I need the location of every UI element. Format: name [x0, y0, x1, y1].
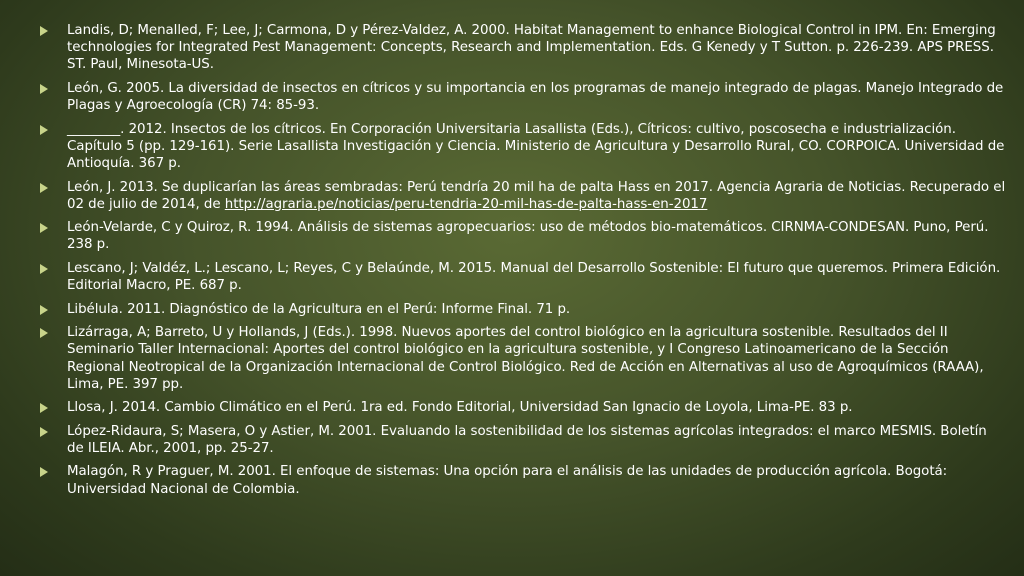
reference-item: [40, 22, 1006, 74]
reference-item: [40, 219, 1006, 253]
triangle-bullet-icon: [40, 264, 48, 274]
reference-text: León, G. 2005. La diversidad de insectos en cítricos y su importancia en los programas de manejo integrado de plagas. Manejo Integrado de Plagas y Agroecología (CR) 74: 85-93.: [67, 80, 1004, 114]
reference-item: [40, 463, 1006, 497]
reference-text: Lizárraga, A; Barreto, U y Hollands, J (Eds.). 1998. Nuevos aportes del control biológico en la agricultura sostenible. Resultados del II Seminario Taller Internacional: Aportes del control biológico en la agricultura sostenible, y I Congreso Latinoamericano de la Sección Regional Neotropical de la Organización Internacional de Control Biológico. Red de Acción en Alternativas al uso de Agroquímicos (RAAA), Lima, PE. 397 pp.: [67, 325, 984, 392]
reference-item: [40, 324, 1006, 393]
reference-item: [40, 121, 1006, 173]
triangle-bullet-icon: [40, 125, 48, 135]
reference-item: [40, 423, 1006, 457]
triangle-bullet-icon: [40, 467, 48, 477]
reference-text: Lescano, J; Valdéz, L.; Lescano, L; Reyes, C y Belaúnde, M. 2015. Manual del Desarrollo Sostenible: El futuro que queremos. Primera Edición. Editorial Macro, PE. 687 p.: [67, 260, 1001, 294]
reference-text: Malagón, R y Praguer, M. 2001. El enfoque de sistemas: Una opción para el análisis de las unidades de producción agrícola. Bogotá: Universidad Nacional de Colombia.: [67, 464, 948, 497]
reference-text: ________. 2012. Insectos de los cítricos. En Corporación Universitaria Lasallista (Eds.), Cítricos: cultivo, poscosecha e industrialización. Capítulo 5 (pp. 129-161). Serie Lasallista Investigación y Ciencia. Ministerio de Agricultura y Desarrollo Rural, CO. CORPOICA. Universidad de Antioquía. 367 p.: [67, 121, 1005, 172]
triangle-bullet-icon: [40, 305, 48, 315]
reference-text: López-Ridaura, S; Masera, O y Astier, M. 2001. Evaluando la sostenibilidad de los sistemas agrícolas integrados: el marco MESMIS. Boletín de ILEIA. Abr., 2001, pp. 25-27.: [67, 423, 987, 456]
triangle-bullet-icon: [40, 427, 48, 437]
reference-list: [40, 22, 1006, 504]
triangle-bullet-icon: [40, 403, 48, 413]
reference-text: Libélula. 2011. Diagnóstico de la Agricultura en el Perú: Informe Final. 71 p.: [67, 301, 571, 317]
reference-text: Llosa, J. 2014. Cambio Climático en el Perú. 1ra ed. Fondo Editorial, Universidad San Ignacio de Loyola, Lima-PE. 83 p.: [67, 400, 853, 416]
triangle-bullet-icon: [40, 223, 48, 233]
reference-item: [40, 301, 1006, 318]
triangle-bullet-icon: [40, 183, 48, 193]
triangle-bullet-icon: [40, 84, 48, 94]
reference-item: [40, 80, 1006, 114]
reference-text: León, J. 2013. Se duplicarían las áreas sembradas: Perú tendría 20 mil ha de palta Hass en 2017. Agencia Agraria de Noticias. Recuperado el 02 de julio de 2014, de: [67, 179, 1006, 212]
triangle-bullet-icon: [40, 328, 48, 338]
triangle-bullet-icon: [40, 26, 48, 36]
reference-item: [40, 260, 1006, 294]
reference-url-link[interactable]: http://agraria.pe/noticias/peru-tendria-20-mil-has-de-palta-hass-en-2017: [224, 196, 708, 212]
reference-text: León-Velarde, C y Quiroz, R. 1994. Análisis de sistemas agropecuarios: uso de métodos bio-matemáticos. CIRNMA-CONDESAN. Puno, Perú. 238 p.: [67, 220, 989, 253]
reference-item: [40, 179, 1006, 213]
reference-item: [40, 399, 1006, 416]
reference-text: Landis, D; Menalled, F; Lee, J; Carmona, D y Pérez-Valdez, A. 2000. Habitat Management to enhance Biological Control in IPM. En: Emerging technologies for Integrated Pest Management: Concepts, Research and Implementation. Eds. G Kenedy y T Sutton. p. 226-239. APS PRESS. ST. Paul, Minesota-US.: [67, 23, 996, 73]
